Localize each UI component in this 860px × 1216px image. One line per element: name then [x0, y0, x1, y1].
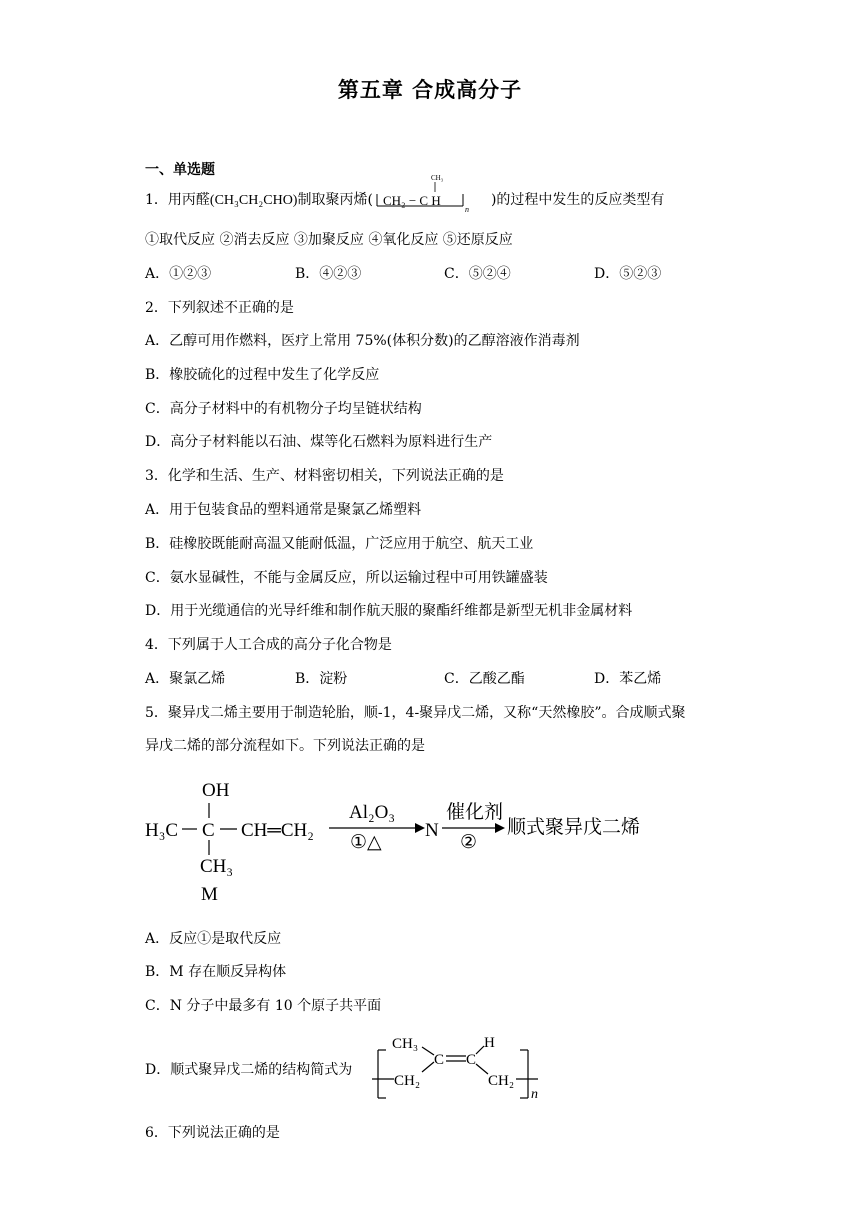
q3-option-a: A．用于包装食品的塑料通常是聚氯乙烯塑料 — [145, 502, 422, 518]
q1-option-b: B．④②③ — [295, 266, 362, 282]
question-6-stem: 6．下列说法正确的是 — [145, 1125, 280, 1141]
scheme-ch3-label: CH₃ — [200, 856, 234, 877]
struct-h-label: H — [484, 1035, 495, 1051]
q3-option-b: B．硅橡胶既能耐高温又能耐低温，广泛应用于航空、航天工业 — [145, 536, 534, 552]
question-3-stem: 3．化学和生活、生产、材料密切相关，下列说法正确的是 — [145, 468, 504, 484]
q1-option-a: A．①②③ — [145, 266, 212, 282]
q1-option-c: C．⑤②④ — [444, 266, 511, 282]
arrow2-top-label: 催化剂 — [446, 802, 504, 823]
q1-stem-b: 制取聚丙烯( — [297, 192, 373, 208]
q3-option-c: C．氨水显碱性，不能与金属反应，所以运输过程中可用铁罐盛装 — [145, 570, 548, 586]
q2-option-a: A．乙醇可用作燃料，医疗上常用 75%(体积分数)的乙醇溶液作消毒剂 — [145, 333, 580, 349]
arrow1-bottom-label: ①△ — [350, 832, 382, 853]
q2-option-d: D．高分子材料能以石油、煤等化石燃料为原料进行生产 — [145, 434, 493, 450]
polypropylene-formula — [373, 174, 491, 214]
section-heading: 一、单选题 — [145, 162, 215, 178]
polymer-ch3-label: CH₃ — [430, 174, 444, 182]
arrow2-bottom-label: ② — [460, 832, 478, 853]
q1-stem-a: 1．用丙醛 — [145, 192, 210, 208]
question-5-stem-line1: 5．聚异戊二烯主要用于制造轮胎，顺-1，4-聚异戊二烯，又称“天然橡胶”。合成顺式聚 — [145, 705, 686, 721]
polymer-n-subscript: n — [464, 205, 469, 214]
q2-option-c: C．高分子材料中的有机物分子均呈链状结构 — [145, 401, 422, 417]
struct-ch3-label: CH₃ — [392, 1036, 419, 1052]
scheme-n-label: N — [425, 820, 439, 841]
struct-bond-c2-h — [476, 1046, 484, 1054]
scheme-vinyl-label: CH═CH₂ — [241, 820, 314, 841]
q5-option-a: A．反应①是取代反应 — [145, 931, 282, 947]
q4-option-d: D．苯乙烯 — [594, 671, 662, 687]
q5-option-b: B．M 存在顺反异构体 — [145, 964, 287, 980]
struct-bond-c2-ch2 — [476, 1064, 488, 1074]
q2-option-b: B．橡胶硫化的过程中发生了化学反应 — [145, 367, 380, 383]
q1-option-d: D．⑤②③ — [594, 266, 662, 282]
struct-n-subscript: n — [531, 1087, 538, 1102]
q5-option-c: C．N 分子中最多有 10 个原子共平面 — [145, 998, 382, 1014]
synthesis-scheme — [145, 776, 665, 906]
q5-option-d: D．顺式聚异戊二烯的结构简式为 — [145, 1062, 353, 1078]
arrow1-top-label: Al₂O₃ — [349, 802, 395, 823]
cis-polyisoprene-structure — [372, 1030, 562, 1106]
struct-bond-ch3-c1 — [422, 1047, 434, 1055]
polymer-repeat-unit: CH₂ − C H — [382, 193, 441, 208]
q4-option-a: A．聚氯乙烯 — [145, 671, 226, 687]
q4-option-b: B．淀粉 — [295, 671, 348, 687]
struct-ch2-left-label: CH₂ — [394, 1073, 421, 1089]
scheme-product-label: 顺式聚异戊二烯 — [507, 817, 641, 838]
scheme-h3c-label: H₃C — [145, 820, 179, 841]
page-title: 第五章 合成高分子 — [337, 78, 523, 102]
struct-ch2-right-label: CH₂ — [488, 1073, 515, 1089]
q3-option-d: D．用于光缆通信的光导纤维和制作航天服的聚酯纤维都是新型无机非金属材料 — [145, 603, 633, 619]
q4-option-c: C．乙酸乙酯 — [444, 671, 525, 687]
scheme-central-c-label: C — [202, 820, 215, 841]
q1-stem-c: )的过程中发生的反应类型有 — [490, 192, 665, 208]
struct-bond-ch2-c1 — [422, 1062, 434, 1072]
reaction-arrow-1-head — [415, 823, 425, 833]
question-1-stem — [145, 174, 665, 214]
struct-c2-label: C — [466, 1052, 477, 1068]
q1-reactions: ①取代反应 ②消去反应 ③加聚反应 ④氧化反应 ⑤还原反应 — [145, 232, 513, 248]
question-2-stem: 2．下列叙述不正确的是 — [145, 300, 294, 316]
scheme-oh-label: OH — [202, 780, 230, 801]
struct-c1-label: C — [434, 1052, 445, 1068]
reaction-arrow-2-head — [495, 823, 505, 833]
q1-reagent-formula: (CH₃CH₂CHO) — [209, 193, 298, 208]
scheme-m-label: M — [201, 884, 218, 905]
question-4-stem: 4．下列属于人工合成的高分子化合物是 — [145, 637, 392, 653]
question-5-stem-line2: 异戊二烯的部分流程如下。下列说法正确的是 — [145, 738, 425, 754]
